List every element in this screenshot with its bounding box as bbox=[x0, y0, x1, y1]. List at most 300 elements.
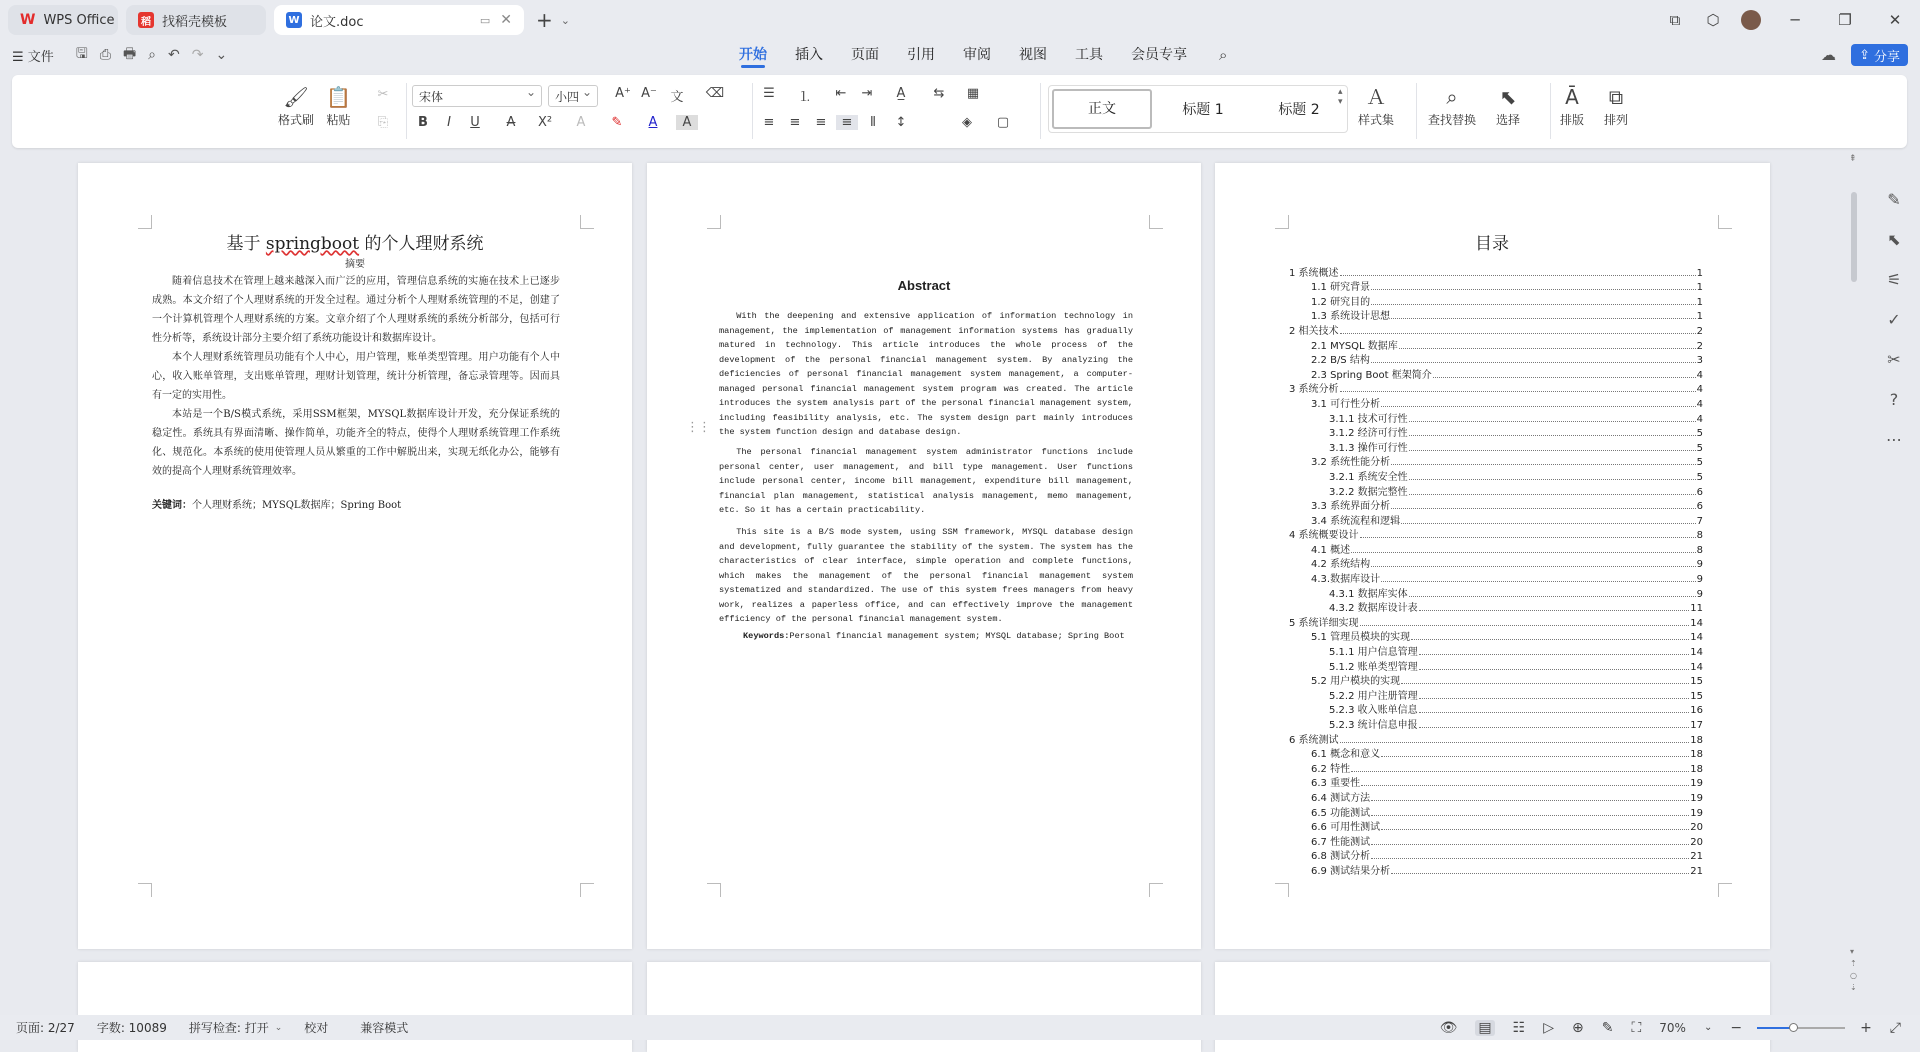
toc-entry[interactable] bbox=[1289, 658, 1703, 673]
toc-entry[interactable] bbox=[1289, 716, 1703, 731]
toc-entry-text: 2 相关技术 bbox=[1289, 325, 1339, 337]
style-heading-1[interactable]: 标题 1 bbox=[1182, 102, 1224, 118]
toc-entry[interactable] bbox=[1289, 819, 1703, 834]
toc-entry[interactable] bbox=[1289, 643, 1703, 658]
toc-leader-dots bbox=[1371, 800, 1689, 801]
styles-scroll-icon[interactable]: ▴ ▾ bbox=[1338, 87, 1343, 107]
toc-entry-text: 6.3 重要性 bbox=[1311, 778, 1361, 790]
abstract-paragraph: With the deepening and extensive application of information technology in management, the implementation of management information systems has gradually matured in technology. This article introduces the whole process of the development of the personal financial management system. By analyzing the deficiencies of personal financial management system management, a computer-managed personal financial management system program was created. The article introduces the system analysis part of the personal financial management system, including feasibility analysis, etc. The system design part mainly introduces the system function design and database design. bbox=[719, 311, 1133, 437]
select-cursor-icon[interactable]: ⬉ bbox=[1887, 230, 1901, 249]
table-grid-icon[interactable]: ▦ bbox=[966, 86, 980, 101]
increase-indent-icon[interactable]: ⇥ bbox=[861, 86, 873, 101]
toc-entry[interactable] bbox=[1289, 702, 1703, 717]
abstract-paragraph: 随着信息技术在管理上越来越深入而广泛的应用，管理信息系统的实施在技术上已逐步成熟。本文介绍了个人理财系统的开发全过程。通过分析个人理财系统管理的不足，创建了一个计算机管理个人理财系统的方案。文章介绍了个人理财系统的系统分析部分，包括可行性分析等，系统设计部分主要介绍了系统功能设计和数据库设计。 bbox=[152, 276, 560, 344]
share-icon: ⇪ bbox=[1859, 47, 1870, 63]
share-label: 分享 bbox=[1873, 49, 1900, 65]
select-button[interactable] bbox=[1496, 83, 1520, 128]
toc-leader-dots bbox=[1409, 494, 1696, 495]
toc-leader-dots bbox=[1381, 406, 1696, 407]
abstract-paragraph: The personal financial management system administrator functions include personal center, user management, and bill type management. User functions include personal center, income bill management, expenditure bill management, financial plan management, statistical analysis management, memo management, etc. So it has a certain practicability. bbox=[719, 447, 1133, 515]
chinese-layout-icon[interactable]: A̲ bbox=[896, 86, 906, 101]
toc-entry-text: 4.1 概述 bbox=[1311, 544, 1351, 556]
toc-entry[interactable] bbox=[1289, 775, 1703, 790]
toc-entry-text: 6.8 测试分析 bbox=[1311, 851, 1371, 863]
toc-entry[interactable] bbox=[1289, 600, 1703, 615]
toc-page-number: 14 bbox=[1690, 632, 1703, 644]
toc-page-number: 15 bbox=[1690, 690, 1703, 702]
toc-entry[interactable] bbox=[1289, 789, 1703, 804]
toc-page-number: 19 bbox=[1690, 792, 1703, 804]
fullscreen-icon[interactable]: ⤢ bbox=[1889, 1019, 1901, 1036]
toc-page-number: 1 bbox=[1696, 282, 1703, 294]
margin-mark bbox=[138, 215, 152, 229]
toc-entry-text: 5.2.3 收入账单信息 bbox=[1329, 705, 1418, 717]
web-view-icon[interactable]: ⊕ bbox=[1571, 1019, 1584, 1036]
ribbon-home bbox=[12, 75, 1907, 148]
tab-list-chevron-icon[interactable]: ⌄ bbox=[560, 13, 570, 27]
play-icon[interactable]: ▷ bbox=[1543, 1019, 1554, 1036]
toc-page-number: 15 bbox=[1690, 676, 1703, 688]
share-button[interactable] bbox=[1851, 44, 1908, 66]
toc-leader-dots bbox=[1419, 610, 1690, 611]
toc-entry[interactable] bbox=[1289, 687, 1703, 702]
margin-mark bbox=[1149, 883, 1163, 897]
margin-mark bbox=[1275, 215, 1289, 229]
format-painter-icon: 🖌 bbox=[283, 85, 309, 109]
toc-entry-text: 5.2.3 统计信息申报 bbox=[1329, 720, 1418, 731]
margin-mark bbox=[1718, 883, 1732, 897]
toc-entry-text: 3.2 系统性能分析 bbox=[1311, 457, 1391, 469]
toc-page-number: 2 bbox=[1696, 340, 1703, 352]
tab-bar bbox=[0, 0, 1920, 40]
style-set-button[interactable] bbox=[1358, 83, 1394, 128]
word-doc-icon: W bbox=[286, 12, 302, 28]
title-part: 基于 bbox=[226, 234, 266, 254]
increase-font-icon[interactable]: A⁺ bbox=[615, 86, 631, 101]
toc-entry-text: 6.5 功能测试 bbox=[1311, 807, 1371, 819]
cut-icon[interactable]: ✂ bbox=[377, 87, 389, 102]
margin-mark bbox=[580, 883, 594, 897]
toc-leader-dots bbox=[1433, 377, 1696, 378]
check-edit-icon[interactable]: ✓ bbox=[1887, 310, 1901, 329]
toc-leader-dots bbox=[1411, 639, 1689, 640]
tab-label: 找稻壳模板 bbox=[162, 14, 228, 30]
toc-leader-dots bbox=[1340, 391, 1696, 392]
decrease-font-icon[interactable]: A⁻ bbox=[641, 86, 657, 101]
title-spellcheck-word: springboot bbox=[265, 234, 360, 254]
toc-page-number: 20 bbox=[1690, 822, 1703, 834]
layout-label: 排版 bbox=[1560, 113, 1585, 127]
toc-entry[interactable] bbox=[1289, 614, 1703, 629]
right-side-toolbar bbox=[1874, 190, 1914, 470]
margin-mark bbox=[1149, 215, 1163, 229]
toc-entry[interactable] bbox=[1289, 556, 1703, 571]
close-window-icon[interactable]: ✕ bbox=[1888, 11, 1902, 29]
toc-page-number: 14 bbox=[1690, 617, 1703, 629]
margin-mark bbox=[580, 215, 594, 229]
write-mode-icon[interactable]: ✎ bbox=[1601, 1019, 1614, 1036]
tab-references[interactable]: 引用 bbox=[907, 47, 935, 63]
toc-page-number: 19 bbox=[1690, 778, 1703, 790]
styles-gallery bbox=[1048, 85, 1348, 133]
toc-entry[interactable] bbox=[1289, 848, 1703, 863]
decrease-indent-icon[interactable]: ⇤ bbox=[835, 86, 847, 101]
paste-button[interactable] bbox=[326, 83, 351, 128]
toc-entry-text: 3.1.2 经济可行性 bbox=[1329, 428, 1408, 440]
toc-entry[interactable] bbox=[1289, 308, 1703, 323]
toc-page-number: 3 bbox=[1696, 355, 1703, 367]
close-tab-icon[interactable]: ✕ bbox=[500, 12, 512, 28]
toc-page-number: 11 bbox=[1690, 603, 1703, 615]
toc-title: 目录 bbox=[1475, 234, 1509, 254]
toc-page-number: 5 bbox=[1696, 457, 1703, 469]
style-heading-2[interactable]: 标题 2 bbox=[1278, 102, 1320, 118]
toc-entry-text: 3.1 可行性分析 bbox=[1311, 398, 1381, 410]
toc-leader-dots bbox=[1391, 318, 1696, 319]
toc-entry-text: 6 系统测试 bbox=[1289, 734, 1339, 746]
toc-leader-dots bbox=[1361, 785, 1689, 786]
abstract-title: Abstract bbox=[897, 278, 951, 293]
toc-entry-text: 3.1.3 操作可行性 bbox=[1329, 442, 1408, 454]
toc-leader-dots bbox=[1419, 727, 1690, 728]
keywords-line bbox=[152, 496, 401, 511]
keywords-text: Personal financial management system; MYSQL database; Spring Boot bbox=[789, 631, 1125, 641]
toc-entry[interactable] bbox=[1289, 746, 1703, 761]
adjust-icon[interactable]: ⚟ bbox=[1886, 270, 1902, 289]
format-painter-button[interactable] bbox=[278, 83, 314, 128]
search-icon[interactable]: ⌕ bbox=[1219, 46, 1228, 64]
toc-leader-dots bbox=[1391, 464, 1696, 465]
strikethrough-icon[interactable]: A bbox=[506, 115, 516, 130]
bold-icon[interactable]: B bbox=[418, 115, 428, 130]
tab-wps-office[interactable] bbox=[8, 5, 118, 35]
toc-leader-dots bbox=[1371, 815, 1689, 816]
toc-leader-dots bbox=[1409, 479, 1696, 480]
redo-icon[interactable]: ↷ bbox=[191, 47, 204, 63]
page-view-icon[interactable]: ▤ bbox=[1475, 1020, 1494, 1036]
toc-page-number: 6 bbox=[1696, 501, 1703, 513]
toc-page-number: 1 bbox=[1696, 311, 1703, 323]
more-icon[interactable]: ⋯ bbox=[1886, 430, 1902, 449]
zoom-slider[interactable] bbox=[1757, 1027, 1845, 1029]
quick-access-chevron-icon[interactable]: ⌄ bbox=[215, 47, 228, 63]
status-bar bbox=[0, 1015, 1920, 1040]
distribute-icon[interactable]: ⫴ bbox=[870, 115, 876, 130]
find-replace-label: 查找替换 bbox=[1428, 113, 1477, 127]
toc-leader-dots bbox=[1401, 683, 1689, 684]
toc-page-number: 1 bbox=[1696, 267, 1703, 279]
help-icon[interactable]: ? bbox=[1889, 390, 1899, 409]
toc-leader-dots bbox=[1340, 275, 1696, 276]
tab-member[interactable]: 会员专享 bbox=[1131, 47, 1187, 63]
spell-check-toggle[interactable]: 拼写检查: 打开 bbox=[188, 1021, 269, 1035]
paste-icon: 📋 bbox=[326, 85, 351, 109]
toc-leader-dots bbox=[1371, 858, 1689, 859]
toc-entry[interactable] bbox=[1289, 425, 1703, 440]
tab-docer-templates[interactable] bbox=[126, 5, 266, 35]
print-icon[interactable]: 🖶 bbox=[122, 46, 137, 62]
cube-icon[interactable]: ⬡ bbox=[1706, 11, 1720, 29]
toc-entry[interactable] bbox=[1289, 279, 1703, 294]
toc-entry[interactable] bbox=[1289, 439, 1703, 454]
justify-icon[interactable]: ≡ bbox=[836, 115, 858, 130]
tools-icon[interactable]: ✂ bbox=[1887, 350, 1901, 369]
tab-home[interactable]: 开始 bbox=[739, 40, 767, 70]
toc-entry[interactable] bbox=[1289, 731, 1703, 746]
toc-entry[interactable] bbox=[1289, 366, 1703, 381]
eye-protection-icon[interactable]: 👁 bbox=[1439, 1019, 1458, 1036]
highlight-icon[interactable]: ✎ bbox=[611, 115, 623, 130]
toc-entry[interactable] bbox=[1289, 862, 1703, 877]
toc-page-number: 6 bbox=[1696, 486, 1703, 498]
toc-leader-dots bbox=[1419, 669, 1690, 670]
zoom-chevron-icon[interactable]: ⌄ bbox=[1703, 1022, 1713, 1033]
toc-entry-text: 4.2 系统结构 bbox=[1311, 559, 1371, 571]
underline-icon[interactable]: U bbox=[470, 115, 480, 130]
toc-entry[interactable] bbox=[1289, 468, 1703, 483]
scrollbar-thumb[interactable] bbox=[1851, 192, 1857, 282]
toc-leader-dots bbox=[1391, 873, 1689, 874]
toc-leader-dots bbox=[1371, 362, 1696, 363]
tab-tools[interactable]: 工具 bbox=[1075, 47, 1103, 63]
toc-entry-text: 6.2 特性 bbox=[1311, 763, 1351, 775]
borders-icon[interactable]: ▢ bbox=[996, 115, 1010, 130]
toc-leader-dots bbox=[1360, 537, 1696, 538]
margin-mark bbox=[1718, 215, 1732, 229]
toc-entry-text: 1.3 系统设计思想 bbox=[1311, 311, 1391, 323]
document-page-1[interactable] bbox=[78, 163, 632, 949]
page-indicator[interactable]: 页面: 2/27 bbox=[16, 1021, 75, 1035]
style-set-label: 样式集 bbox=[1358, 113, 1395, 127]
keywords-label: 关键词： bbox=[152, 500, 192, 511]
toc-entry[interactable] bbox=[1289, 585, 1703, 600]
toc-page-number: 9 bbox=[1696, 588, 1703, 600]
proofread-button[interactable]: 校对 bbox=[304, 1021, 329, 1035]
abstract-heading: 摘要 bbox=[345, 259, 365, 270]
avatar[interactable] bbox=[1732, 10, 1770, 30]
toc-leader-dots bbox=[1419, 654, 1690, 655]
find-icon: ⌕ bbox=[1446, 85, 1458, 109]
separator bbox=[752, 83, 753, 139]
spell-check-chevron-icon[interactable]: ⌄ bbox=[274, 1022, 283, 1033]
toc-entry[interactable] bbox=[1289, 410, 1703, 425]
document-page-2[interactable] bbox=[647, 163, 1201, 949]
layout-icon: Ā bbox=[1565, 85, 1579, 109]
font-color-icon[interactable]: A bbox=[648, 115, 658, 130]
cloud-icon[interactable]: ☁ bbox=[1821, 46, 1836, 64]
toc-leader-dots bbox=[1340, 742, 1690, 743]
toc-entry-text: 5.1 管理员模块的实现 bbox=[1311, 632, 1411, 644]
toc-entry[interactable] bbox=[1289, 381, 1703, 396]
toc-entry[interactable] bbox=[1289, 454, 1703, 469]
toc-page-number: 8 bbox=[1696, 530, 1703, 542]
restore-icon[interactable]: ❐ bbox=[1838, 11, 1852, 29]
toc-entry[interactable] bbox=[1289, 395, 1703, 410]
style-set-icon: Ａ bbox=[1366, 85, 1386, 109]
new-tab-icon[interactable]: + bbox=[536, 8, 553, 32]
shading-icon[interactable]: ◈ bbox=[962, 115, 972, 130]
title-part: 的个人理财系统 bbox=[359, 234, 484, 254]
toc-entry-text: 3.2.1 系统安全性 bbox=[1329, 471, 1408, 483]
fit-page-icon[interactable]: ⛶ bbox=[1631, 1019, 1642, 1036]
keywords-line bbox=[743, 631, 1125, 641]
font-size-select[interactable]: 小四 ⌄ bbox=[548, 85, 598, 107]
toc-entry[interactable] bbox=[1289, 527, 1703, 542]
clear-format-icon[interactable]: ⌫ bbox=[705, 86, 725, 101]
italic-icon[interactable]: I bbox=[447, 115, 451, 130]
abstract-paragraph: 本站是一个B/S模式系统，采用SSM框架，MYSQL数据库设计开发，充分保证系统的稳定性。系统具有界面清晰、操作简单，功能齐全的特点，使得个人理财系统管理工作系统化、规范化。本系统的使用使管理人员从繁重的工作中解脱出来，实现无纸化办公，能够有效的提高个人理财系统管理效率。 bbox=[152, 409, 560, 477]
bullets-icon[interactable]: ☰ bbox=[763, 86, 775, 101]
vertical-scrollbar[interactable] bbox=[1847, 150, 1861, 1015]
toc-entry[interactable] bbox=[1289, 570, 1703, 585]
toc-entry[interactable] bbox=[1289, 337, 1703, 352]
toc-leader-dots bbox=[1371, 844, 1689, 845]
toc-page-number: 18 bbox=[1690, 749, 1703, 761]
toc-page-number: 5 bbox=[1696, 471, 1703, 483]
toc-entry[interactable] bbox=[1289, 512, 1703, 527]
numbering-icon[interactable]: ⒈ bbox=[798, 90, 812, 105]
pen-icon[interactable]: ✎ bbox=[1887, 190, 1901, 209]
margin-mark bbox=[138, 883, 152, 897]
toc-entry[interactable] bbox=[1289, 760, 1703, 775]
toc-entry[interactable] bbox=[1289, 293, 1703, 308]
font-name-select[interactable]: 宋体 ⌄ bbox=[412, 85, 542, 107]
toc-leader-dots bbox=[1381, 756, 1689, 757]
copy-icon[interactable]: ⎘ bbox=[377, 115, 389, 130]
toc-entry[interactable] bbox=[1289, 352, 1703, 367]
toc-leader-dots bbox=[1381, 581, 1696, 582]
abstract-paragraph: This site is a B/S mode system, using SSM framework, MYSQL database design and development, fully guarantee the stability of the system. The system has the characteristics of clear interface, simple operation and complete functions, which makes the management of the personal financial management system systematized and standardized. The use of this system frees managers from heavy work, realizes a paperless office, and can effectively improve the management efficiency of the personal financial management system. bbox=[719, 527, 1133, 624]
minimize-icon[interactable]: ─ bbox=[1790, 11, 1800, 29]
toc-page-number: 21 bbox=[1690, 851, 1703, 863]
window-float-icon[interactable]: ▭ bbox=[479, 13, 491, 27]
toc-entry[interactable] bbox=[1289, 498, 1703, 513]
docer-icon: 稻 bbox=[138, 12, 154, 28]
paragraph-drag-handle-icon[interactable]: ⋮⋮ bbox=[686, 420, 710, 435]
layout-button[interactable] bbox=[1560, 83, 1584, 128]
tab-view[interactable]: 视图 bbox=[1019, 47, 1047, 63]
toc-page-number: 7 bbox=[1696, 515, 1703, 527]
toc-leader-dots bbox=[1409, 435, 1696, 436]
toc-entry[interactable] bbox=[1289, 629, 1703, 644]
margin-mark bbox=[707, 215, 721, 229]
align-right-icon[interactable]: ≡ bbox=[815, 115, 827, 130]
toc-entry[interactable] bbox=[1289, 673, 1703, 688]
style-normal[interactable]: 正文 bbox=[1052, 89, 1152, 129]
margin-mark bbox=[1275, 883, 1289, 897]
toc-leader-dots bbox=[1391, 508, 1696, 509]
toc-leader-dots bbox=[1371, 566, 1696, 567]
toc-entry[interactable] bbox=[1289, 483, 1703, 498]
arrange-button[interactable] bbox=[1604, 83, 1628, 128]
zoom-out-icon[interactable]: − bbox=[1730, 1019, 1743, 1036]
text-effect-icon[interactable]: A bbox=[576, 115, 586, 130]
toc-page-number: 18 bbox=[1690, 763, 1703, 775]
line-spacing-icon[interactable]: ↕ bbox=[895, 115, 907, 130]
keywords-label: Keywords: bbox=[743, 631, 790, 641]
toc-entry-text: 3.3 系统界面分析 bbox=[1311, 501, 1391, 513]
word-count[interactable]: 字数: 10089 bbox=[96, 1021, 167, 1035]
text-direction-icon[interactable]: ⇆ bbox=[933, 86, 945, 101]
toc-page-number: 18 bbox=[1690, 734, 1703, 746]
page-nav-icon[interactable]: ▾ ⇡ ○ ⇣ bbox=[1850, 947, 1857, 992]
outline-view-icon[interactable]: ☷ bbox=[1512, 1019, 1526, 1036]
arrange-label: 排列 bbox=[1604, 113, 1629, 127]
toc-page-number: 9 bbox=[1696, 574, 1703, 586]
zoom-in-icon[interactable]: + bbox=[1860, 1019, 1872, 1036]
format-painter-label: 格式刷 bbox=[278, 113, 315, 127]
toc-page-number: 21 bbox=[1690, 865, 1703, 877]
undo-icon[interactable]: ↶ bbox=[168, 47, 180, 63]
scroll-up-icon[interactable]: ⇞ bbox=[1849, 154, 1857, 164]
document-page-3[interactable] bbox=[1215, 163, 1770, 949]
cursor-arrow-icon: ⬉ bbox=[1499, 85, 1517, 109]
char-shading-icon[interactable]: A bbox=[676, 115, 698, 130]
tab-document[interactable] bbox=[274, 5, 524, 35]
align-center-icon[interactable]: ≡ bbox=[789, 115, 801, 130]
toc-entry-text: 6.4 测试方法 bbox=[1311, 792, 1371, 804]
paste-label: 粘贴 bbox=[326, 113, 351, 127]
zoom-slider-fill bbox=[1757, 1027, 1793, 1029]
tile-windows-icon[interactable]: ⧉ bbox=[1669, 11, 1681, 29]
align-left-icon[interactable]: ≡ bbox=[763, 115, 775, 130]
toc-page-number: 5 bbox=[1696, 442, 1703, 454]
wps-logo-icon: W bbox=[20, 12, 36, 28]
toc-page-number: 4 bbox=[1696, 413, 1703, 425]
toc-leader-dots bbox=[1360, 625, 1690, 626]
toc-entry-text: 4 系统概要设计 bbox=[1289, 530, 1359, 542]
file-menu[interactable]: ☰ 文件 bbox=[12, 49, 54, 65]
toc-leader-dots bbox=[1419, 712, 1690, 713]
toc-entry-text: 5 系统详细实现 bbox=[1289, 617, 1359, 629]
toc-entry-text: 3.2.2 数据完整性 bbox=[1329, 486, 1408, 498]
toc-page-number: 9 bbox=[1696, 559, 1703, 571]
ribbon-tabs bbox=[725, 40, 1227, 70]
separator bbox=[406, 83, 407, 139]
table-of-contents bbox=[1289, 264, 1703, 877]
toc-page-number: 4 bbox=[1696, 369, 1703, 381]
toc-leader-dots bbox=[1381, 829, 1689, 830]
toc-entry[interactable] bbox=[1289, 833, 1703, 848]
toc-entry-text: 1.2 研究目的 bbox=[1311, 296, 1371, 308]
print-preview-icon[interactable]: ⌕ bbox=[148, 47, 157, 63]
arrange-icon: ⧉ bbox=[1608, 85, 1624, 109]
output-pdf-icon[interactable]: ⎙ bbox=[99, 47, 111, 63]
toc-entry-text: 6.9 测试结果分析 bbox=[1311, 865, 1391, 877]
zoom-slider-handle[interactable] bbox=[1789, 1023, 1798, 1032]
toc-entry[interactable] bbox=[1289, 264, 1703, 279]
tab-page[interactable]: 页面 bbox=[851, 47, 879, 63]
toc-entry-text: 3.4 系统流程和逻辑 bbox=[1311, 515, 1401, 527]
toc-page-number: 17 bbox=[1690, 720, 1703, 731]
toc-entry[interactable] bbox=[1289, 804, 1703, 819]
superscript-icon[interactable]: X² bbox=[537, 115, 553, 130]
separator bbox=[1550, 83, 1551, 139]
tab-review[interactable]: 审阅 bbox=[963, 47, 991, 63]
toc-entry-text: 6.7 性能测试 bbox=[1311, 836, 1371, 848]
tab-insert[interactable]: 插入 bbox=[795, 47, 823, 63]
save-icon[interactable]: 🖫 bbox=[75, 46, 88, 62]
phonetic-guide-icon[interactable]: 文 bbox=[670, 90, 684, 105]
toc-entry-text: 4.3.1 数据库实体 bbox=[1329, 588, 1408, 600]
find-replace-button[interactable] bbox=[1428, 83, 1476, 128]
toc-entry[interactable] bbox=[1289, 541, 1703, 556]
toc-entry[interactable] bbox=[1289, 322, 1703, 337]
zoom-level[interactable]: 70% bbox=[1659, 1020, 1686, 1035]
margin-mark bbox=[707, 883, 721, 897]
toc-entry-text: 5.2.2 用户注册管理 bbox=[1329, 690, 1418, 702]
tab-label: WPS Office bbox=[43, 12, 115, 28]
